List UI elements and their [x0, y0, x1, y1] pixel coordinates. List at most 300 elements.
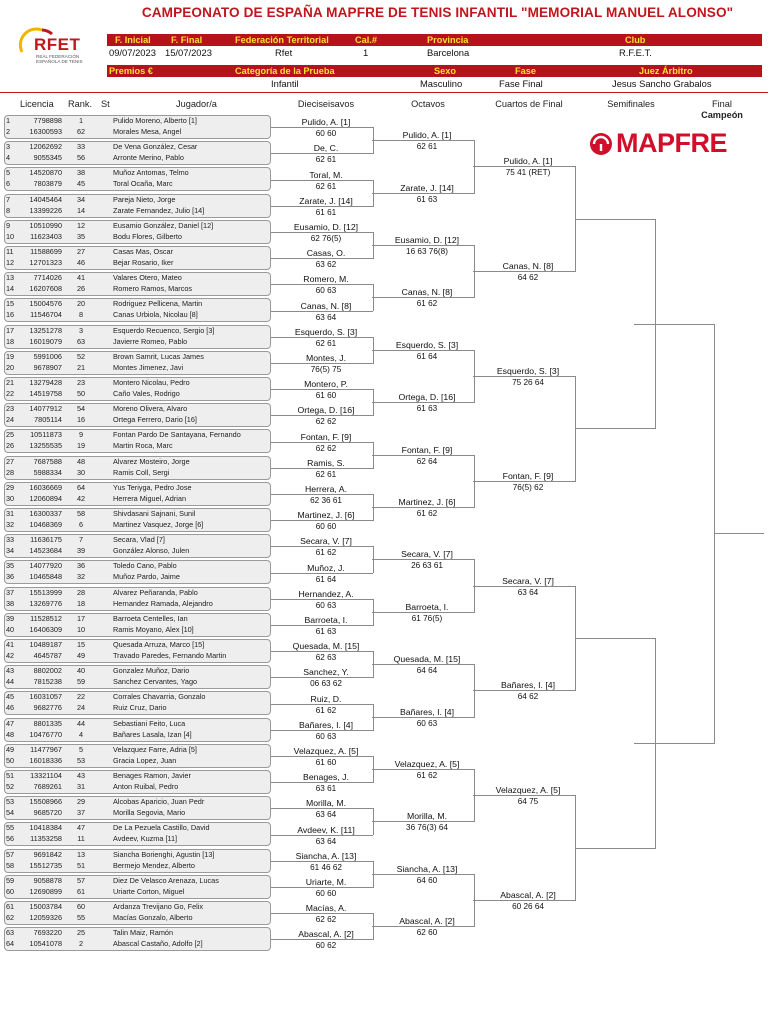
- match-winner: Bañares, I. [4]: [399, 706, 455, 717]
- match-score: 61 64: [416, 351, 438, 361]
- player-rank: 58: [76, 509, 86, 518]
- player-rank: 32: [76, 572, 86, 582]
- bracket-line: [372, 926, 474, 927]
- player-name: Siancha Borienghi, Agustin [13]: [113, 849, 215, 859]
- draw-position: 38: [6, 598, 15, 608]
- player-name: Eusamio González, Daniel [12]: [113, 220, 214, 230]
- player-rank: 18: [76, 598, 86, 608]
- match-winner: Zarate, J. [14]: [400, 182, 454, 193]
- bracket-line: [271, 808, 373, 809]
- match-winner: Uriarte, M.: [305, 876, 347, 887]
- player-rank: 49: [76, 651, 86, 660]
- player-rank: 4: [78, 729, 84, 739]
- draw-position: 56: [6, 834, 15, 844]
- player-row: [0, 519, 270, 531]
- match-score: 61 60: [315, 391, 337, 401]
- player-license: 11528512: [30, 613, 62, 623]
- label-federation: Federación Territorial: [235, 35, 329, 45]
- match-score: 62 62: [315, 443, 337, 453]
- match-score: 60 63: [315, 286, 337, 296]
- player-rank: 60: [76, 902, 86, 911]
- player-license: 8801335: [33, 718, 62, 728]
- match-winner: Siancha, A. [13]: [295, 850, 357, 861]
- match-winner: Ortega, D. [16]: [297, 405, 355, 416]
- player-license: 7798898: [33, 116, 62, 125]
- draw-position: 43: [6, 666, 15, 676]
- match-score: 61 62: [416, 299, 438, 309]
- bracket-line: [473, 900, 575, 901]
- mapfre-logo: [588, 128, 758, 158]
- player-name: Morales Mesa, Angel: [113, 127, 182, 136]
- match-winner: Martinez, J. [6]: [297, 510, 355, 521]
- player-row: [0, 336, 270, 348]
- match-winner: Fontan, F. [9]: [300, 431, 352, 442]
- player-name: Zarate Fernandez, Julio [14]: [113, 205, 205, 215]
- bracket-line: [575, 848, 655, 849]
- player-rank: 55: [76, 913, 86, 922]
- draw-position: 6: [6, 179, 11, 189]
- player-license: 14520870: [29, 168, 62, 178]
- match-winner: Velazquez, A. [5]: [293, 745, 359, 756]
- player-rank: 13: [76, 849, 86, 859]
- match-score: 62 62: [315, 915, 337, 925]
- player-name: Ramis Moyano, Alex [10]: [113, 624, 194, 634]
- player-license: 12060894: [29, 493, 62, 503]
- match-winner: Velazquez, A. [5]: [495, 785, 561, 796]
- col-license: Licencia: [20, 99, 54, 109]
- player-license: 8802002: [33, 666, 62, 676]
- player-name: Pulido Moreno, Alberto [1]: [113, 116, 197, 125]
- player-name: Ruiz Cruz, Dario: [113, 703, 167, 713]
- draw-position: 34: [6, 546, 15, 556]
- player-name: Moreno Olivera, Alvaro: [113, 404, 188, 414]
- draw-position: 26: [6, 441, 15, 451]
- draw-position: 51: [6, 771, 15, 780]
- bracket-line: [372, 455, 474, 456]
- match-winner: Canas, N. [8]: [300, 300, 352, 311]
- player-name: Anton Ruibal, Pedro: [113, 782, 179, 791]
- draw-position: 13: [6, 273, 15, 283]
- player-rank: 30: [76, 467, 86, 477]
- player-rank: 26: [76, 284, 86, 294]
- player-name: Rodriguez Pellicena, Martin: [113, 299, 203, 309]
- player-license: 9058878: [33, 875, 62, 885]
- match-score: 61 62: [416, 771, 438, 780]
- label-start-date: F. Inicial: [115, 35, 151, 45]
- match-score: 62 61: [315, 469, 337, 479]
- rfet-logo: [14, 22, 104, 70]
- match-winner: Eusamio, D. [12]: [293, 221, 359, 232]
- col-round-of-64: Dieciseisavos: [297, 99, 355, 109]
- bracket-line: [271, 756, 373, 757]
- match-score: 60 60: [315, 888, 337, 898]
- phase-value: Fase Final: [499, 78, 543, 89]
- player-rank: 15: [76, 640, 86, 649]
- bracket-line: [271, 415, 373, 416]
- player-name: Bermejo Mendez, Alberto: [113, 860, 195, 870]
- player-row: [0, 755, 270, 767]
- player-row: [0, 126, 270, 138]
- draw-position: 9: [6, 220, 11, 230]
- player-license: 15512735: [29, 860, 62, 870]
- match-score: 64 60: [416, 875, 438, 885]
- player-row: [0, 781, 270, 793]
- player-name: Casas Mas, Oscar: [113, 247, 174, 256]
- player-name: Travado Paredes, Fernando Martin: [113, 651, 227, 660]
- player-row: [0, 467, 270, 479]
- bracket-line: [271, 913, 373, 914]
- player-name: Montero Nicolau, Pedro: [113, 378, 190, 387]
- player-rank: 31: [76, 782, 86, 791]
- player-rank: 62: [76, 127, 86, 136]
- match-score: 64 62: [517, 692, 539, 702]
- match-winner: Avdeev, K. [11]: [297, 824, 355, 835]
- draw-position: 15: [6, 299, 15, 309]
- start-date: 09/07/2023: [109, 47, 156, 58]
- draw-position: 20: [6, 362, 15, 372]
- header-divider: [0, 92, 768, 93]
- player-rank: 3: [78, 325, 84, 335]
- player-name: Diez De Velasco Arenaza, Lucas: [113, 875, 219, 885]
- player-name: Montes Jimenez, Javi: [113, 362, 184, 372]
- bracket-line: [271, 468, 373, 469]
- player-name: Bañares Lasala, Izan [4]: [113, 729, 192, 739]
- player-name: Talin Maiz, Ramón: [113, 928, 174, 938]
- match-score: 64 62: [517, 273, 539, 283]
- player-rank: 29: [76, 797, 86, 807]
- player-rank: 57: [76, 875, 86, 885]
- player-license: 11477967: [30, 744, 62, 754]
- match-score: 60 62: [315, 941, 337, 951]
- end-date: 15/07/2023: [165, 47, 212, 58]
- bracket-line: [634, 743, 714, 744]
- player-rank: 39: [76, 546, 86, 556]
- bracket-line: [271, 494, 373, 495]
- match-score: 62 61: [315, 181, 337, 191]
- bracket-line: [372, 874, 474, 875]
- match-winner: Bañares, I. [4]: [500, 680, 556, 691]
- match-score: 63 64: [315, 312, 337, 322]
- bracket-line: [271, 258, 373, 259]
- match-score: 62 61: [416, 142, 438, 152]
- draw-position: 61: [6, 902, 15, 911]
- player-license: 16300337: [29, 509, 62, 518]
- player-name: Morilla Segovia, Mario: [113, 808, 186, 818]
- player-license: 10489187: [29, 640, 62, 649]
- match-winner: Ortega, D. [16]: [398, 392, 456, 403]
- bracket-line: [473, 586, 575, 587]
- bracket-line: [271, 677, 373, 678]
- player-name: Gracia Lopez, Juan: [113, 755, 177, 765]
- bracket-line: [575, 219, 655, 220]
- draw-position: 39: [6, 613, 15, 623]
- match-winner: Secara, V. [7]: [401, 549, 453, 560]
- player-rank: 47: [76, 823, 86, 833]
- player-name: Bejar Rosario, Iker: [113, 258, 174, 267]
- player-rank: 17: [76, 613, 86, 623]
- match-score: 36 76(3) 64: [406, 823, 448, 833]
- player-license: 15003784: [29, 902, 62, 911]
- draw-position: 58: [6, 860, 15, 870]
- bracket-line: [271, 573, 373, 574]
- draw-position: 63: [6, 928, 15, 938]
- player-rank: 24: [76, 703, 86, 713]
- bracket-line: [372, 769, 474, 770]
- match-score: 60 63: [315, 600, 337, 610]
- player-name: Toledo Cano, Pablo: [113, 561, 177, 571]
- draw-position: 4: [6, 153, 11, 163]
- match-winner: Martinez, J. [6]: [398, 497, 456, 507]
- player-license: 16018336: [29, 755, 62, 765]
- draw-position: 3: [6, 142, 11, 152]
- player-license: 5988334: [33, 467, 62, 477]
- player-rank: 40: [76, 666, 86, 676]
- match-score: 76(5) 62: [512, 482, 544, 492]
- match-winner: Canas, N. [8]: [401, 287, 453, 298]
- player-rank: 64: [76, 482, 86, 492]
- bracket-line: [271, 232, 373, 233]
- draw-position: 45: [6, 692, 15, 702]
- player-license: 13251278: [29, 325, 62, 335]
- bracket-line: [271, 520, 373, 521]
- rfet-logo-sub2: ESPAÑOLA DE TENIS: [36, 59, 83, 64]
- draw-position: 36: [6, 572, 15, 582]
- player-rank: 11: [77, 834, 85, 844]
- player-row: [0, 493, 270, 505]
- draw-position: 11: [6, 247, 14, 256]
- player-license: 10418384: [29, 823, 62, 833]
- match-winner: Montes, J.: [305, 352, 347, 363]
- bracket-line: [271, 599, 373, 600]
- player-name: Martin Roca, Marc: [113, 441, 173, 451]
- match-winner: Muñoz, J.: [307, 562, 345, 573]
- player-rank: 34: [76, 194, 86, 204]
- player-rank: 42: [76, 493, 86, 503]
- match-winner: Eusamio, D. [12]: [394, 235, 460, 245]
- player-license: 16031057: [29, 692, 62, 702]
- player-license: 11353258: [30, 834, 62, 844]
- player-license: 16019079: [29, 336, 62, 346]
- player-row: [0, 807, 270, 819]
- player-name: Gonzalez Muñoz, Dario: [113, 666, 190, 676]
- player-name: Quesada Arruza, Marco [15]: [113, 640, 205, 649]
- player-rank: 51: [76, 860, 86, 870]
- match-score: 63 61: [315, 784, 337, 794]
- mapfre-logo-text: MAPFRE: [616, 128, 727, 158]
- player-name: Shivdasani Sajnani, Sunil: [113, 509, 196, 518]
- match-winner: Pulido, A. [1]: [503, 156, 553, 167]
- player-name: Sebastiani Feito, Luca: [113, 718, 186, 728]
- match-score: 62 61: [315, 338, 337, 348]
- draw-position: 64: [6, 939, 15, 949]
- player-license: 14523684: [29, 546, 62, 556]
- bracket-line: [271, 337, 373, 338]
- match-winner: Esquerdo, S. [3]: [294, 326, 358, 337]
- player-license: 10465848: [29, 572, 62, 582]
- draw-position: 48: [6, 729, 15, 739]
- player-name: Fontan Pardo De Santayana, Fernando: [113, 430, 241, 440]
- bracket-line: [372, 507, 474, 508]
- mapfre-emblem-icon: [588, 132, 614, 156]
- draw-position: 60: [6, 886, 15, 896]
- draw-position: 8: [6, 205, 11, 215]
- player-license: 10510990: [29, 220, 62, 230]
- player-row: [0, 912, 270, 924]
- match-score: 75 26 64: [512, 378, 544, 387]
- player-name: Bodu Flores, Gilberto: [113, 231, 182, 241]
- bracket-line: [372, 717, 474, 718]
- bracket-line: [372, 612, 474, 613]
- bracket-line: [473, 795, 575, 796]
- bracket-line: [271, 782, 373, 783]
- bracket-line: [372, 402, 474, 403]
- match-winner: Quesada, M. [15]: [292, 641, 360, 652]
- draw-position: 27: [6, 456, 15, 466]
- bracket-line: [271, 180, 373, 181]
- player-license: 16036669: [29, 482, 62, 492]
- player-license: 5991006: [33, 351, 62, 361]
- match-winner: Herrera, A.: [304, 483, 347, 494]
- player-rank: 44: [76, 718, 86, 728]
- match-winner: Velazquez, A. [5]: [394, 759, 460, 769]
- match-winner: Ruiz, D.: [310, 693, 342, 704]
- player-row: [0, 362, 270, 374]
- province-value: Barcelona: [427, 47, 470, 58]
- player-rank: 54: [76, 404, 86, 414]
- player-license: 16207608: [29, 284, 62, 294]
- col-final: Final: [712, 99, 732, 109]
- match-winner: Pulido, A. [1]: [402, 130, 452, 141]
- match-winner: Esquerdo, S. [3]: [395, 339, 459, 350]
- player-license: 7689261: [33, 782, 62, 791]
- player-row: [0, 860, 270, 872]
- match-score: 62 36 61: [310, 495, 342, 505]
- player-license: 10541078: [29, 939, 62, 949]
- player-license: 10476770: [29, 729, 62, 739]
- match-score: 62 76(5): [310, 233, 342, 243]
- match-winner: Quesada, M. [15]: [393, 654, 461, 665]
- player-name: Herrera Miguel, Adrian: [113, 493, 187, 503]
- player-rank: 37: [76, 808, 86, 818]
- draw-position: 55: [6, 823, 15, 833]
- match-winner: Fontan, F. [9]: [401, 444, 453, 455]
- player-rank: 50: [76, 389, 86, 398]
- match-score: 62 64: [416, 456, 438, 466]
- bracket-line: [372, 297, 474, 298]
- draw-position: 18: [6, 336, 15, 346]
- federation-value: Rfet: [275, 47, 293, 58]
- player-rank: 5: [78, 744, 84, 754]
- match-winner: Ramis, S.: [307, 457, 345, 468]
- player-name: Avdeev, Kuzma [11]: [113, 834, 178, 844]
- player-name: Toral Ocaña, Marc: [113, 179, 173, 189]
- player-name: Benages Ramon, Javier: [113, 771, 191, 780]
- draw-position: 59: [6, 875, 15, 885]
- draw-position: 10: [6, 231, 15, 241]
- draw-position: 5: [6, 168, 11, 178]
- player-name: Hernandez Ramada, Alejandro: [113, 598, 213, 608]
- player-name: Macías Gonzalo, Alberto: [113, 913, 193, 922]
- player-license: 4645787: [33, 651, 62, 660]
- draw-position: 37: [6, 587, 15, 597]
- player-row: [0, 388, 270, 400]
- draw-position: 31: [6, 509, 15, 518]
- match-winner: Esquerdo, S. [3]: [496, 366, 560, 376]
- player-row: [0, 414, 270, 426]
- label-end-date: F. Final: [171, 35, 203, 45]
- label-category: Categoría de la Prueba: [235, 66, 335, 76]
- category-value: Infantil: [271, 78, 299, 89]
- player-rank: 7: [78, 535, 84, 545]
- player-rank: 52: [76, 351, 86, 361]
- draw-position: 1: [6, 116, 11, 125]
- player-license: 7803879: [33, 179, 62, 189]
- player-license: 12701323: [29, 258, 62, 267]
- info-values-row-1: [107, 47, 762, 59]
- match-score: 61 60: [315, 757, 337, 767]
- bracket-line: [372, 350, 474, 351]
- player-row: [0, 231, 270, 243]
- player-rank: 19: [76, 441, 86, 451]
- col-st: St: [101, 99, 110, 109]
- player-rank: 33: [76, 142, 86, 152]
- match-score: 61 76(5): [411, 613, 443, 623]
- match-score: 60 26 64: [512, 902, 544, 911]
- player-license: 13321104: [30, 771, 62, 780]
- bracket-line: [271, 546, 373, 547]
- bracket-line: [372, 193, 474, 194]
- player-row: [0, 152, 270, 164]
- player-rank: 28: [76, 587, 86, 597]
- player-license: 7693220: [33, 928, 62, 938]
- player-license: 16300593: [29, 127, 62, 136]
- bracket-line: [372, 559, 474, 560]
- match-score: 62 63: [315, 653, 337, 663]
- player-name: Alvarez Mosteiro, Jorge: [113, 456, 190, 466]
- player-name: Romero Ramos, Marcos: [113, 284, 193, 294]
- bracket-line: [271, 442, 373, 443]
- bracket-line: [271, 704, 373, 705]
- player-rank: 56: [76, 153, 86, 163]
- draw-position: 2: [6, 127, 11, 136]
- label-cal: Cal.#: [355, 35, 377, 45]
- bracket-line: [634, 324, 714, 325]
- match-score: 61 61: [315, 207, 337, 217]
- draw-position: 54: [6, 808, 15, 818]
- match-score: 60 63: [416, 718, 438, 728]
- player-row: [0, 178, 270, 190]
- draw-position: 19: [6, 351, 15, 361]
- player-name: Esquerdo Recuenco, Sergio [3]: [113, 325, 215, 335]
- player-name: Muñoz Antomas, Telmo: [113, 168, 189, 178]
- player-rank: 2: [78, 939, 84, 949]
- match-score: 61 63: [416, 194, 438, 204]
- match-winner: Hernandez, A.: [298, 588, 354, 599]
- player-row: [0, 283, 270, 295]
- player-rank: 21: [76, 362, 86, 372]
- player-row: [0, 257, 270, 269]
- player-name: Sanchez Cervantes, Yago: [113, 677, 198, 687]
- draw-position: 30: [6, 493, 15, 503]
- player-license: 11588699: [30, 247, 62, 256]
- bracket-line: [271, 206, 373, 207]
- player-rank: 59: [76, 677, 86, 687]
- match-winner: Zarate, J. [14]: [299, 195, 353, 206]
- player-rank: 9: [78, 430, 84, 440]
- player-name: Corrales Chavarria, Gonzalo: [113, 692, 206, 702]
- bracket-line: [473, 271, 575, 272]
- draw-position: 52: [6, 782, 15, 791]
